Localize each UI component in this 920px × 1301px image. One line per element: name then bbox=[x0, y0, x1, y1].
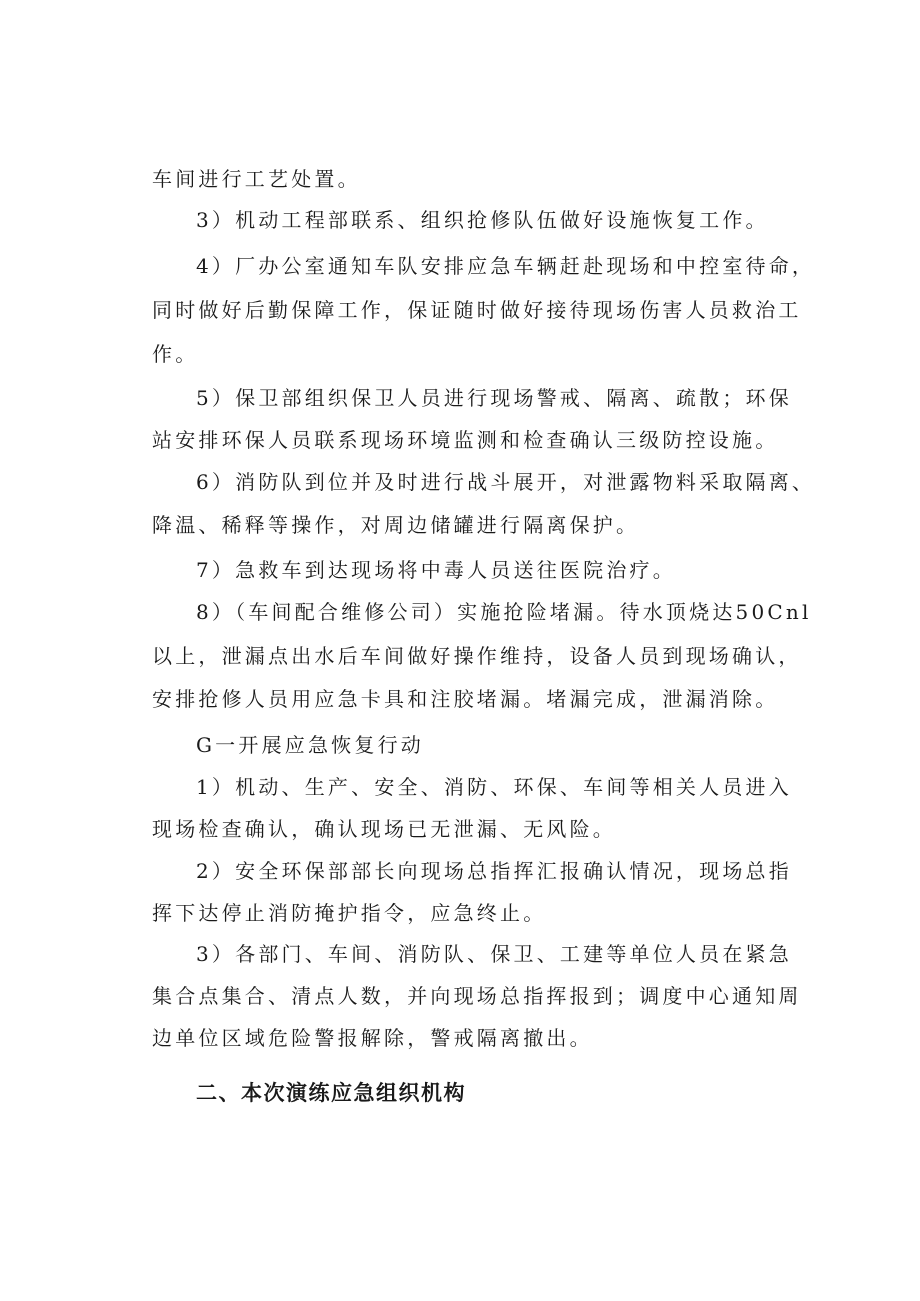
paragraph-line: 边单位区域危险警报解除，警戒隔离撤出。 bbox=[152, 1026, 593, 1050]
paragraph-line: 安排抢修人员用应急卡具和注胶堵漏。堵漏完成，泄漏消除。 bbox=[152, 687, 779, 711]
paragraph-line: G一开展应急恢复行动 bbox=[196, 733, 424, 757]
paragraph-line: 以上，泄漏点出水后车间做好操作维持，设备人员到现场确认， bbox=[152, 644, 802, 668]
paragraph-line: 7）急救车到达现场将中毒人员送往医院治疗。 bbox=[196, 558, 676, 582]
paragraph-line: 1）机动、生产、安全、消防、环保、车间等相关人员进入 bbox=[196, 775, 792, 799]
paragraph-line: 车间进行工艺处置。 bbox=[152, 167, 361, 191]
paragraph-line: 3）机动工程部联系、组织抢修队伍做好设施恢复工作。 bbox=[196, 208, 769, 232]
paragraph-line: 站安排环保人员联系现场环境监测和检查确认三级防控设施。 bbox=[152, 428, 779, 452]
paragraph-line: 现场检查确认，确认现场已无泄漏、无风险。 bbox=[152, 817, 616, 841]
paragraph-line: 6）消防队到位并及时进行战斗展开，对泄露物料采取隔离、 bbox=[196, 470, 816, 494]
paragraph-line: 降温、稀释等操作，对周边储罐进行隔离保护。 bbox=[152, 513, 640, 537]
paragraph-line: 同时做好后勤保障工作，保证随时做好接待现场伤害人员救治工 bbox=[152, 298, 802, 322]
paragraph-line: 4）厂办公室通知车队安排应急车辆赶赴现场和中控室待命， bbox=[196, 254, 816, 278]
section-heading: 二、本次演练应急组织机构 bbox=[196, 1081, 466, 1105]
paragraph-line: 集合点集合、清点人数，并向现场总指挥报到；调度中心通知周 bbox=[152, 984, 802, 1008]
paragraph-line: 5）保卫部组织保卫人员进行现场警戒、隔离、疏散；环保 bbox=[196, 386, 792, 410]
paragraph-line: 8）（车间配合维修公司）实施抢险堵漏。待水顶烧达50Cnl bbox=[196, 600, 812, 624]
paragraph-line: 3）各部门、车间、消防队、保卫、工建等单位人员在紧急 bbox=[196, 942, 792, 966]
paragraph-line: 挥下达停止消防掩护指令，应急终止。 bbox=[152, 901, 547, 925]
paragraph-line: 作。 bbox=[152, 342, 199, 366]
paragraph-line: 2）安全环保部部长向现场总指挥汇报确认情况，现场总指 bbox=[196, 859, 792, 883]
